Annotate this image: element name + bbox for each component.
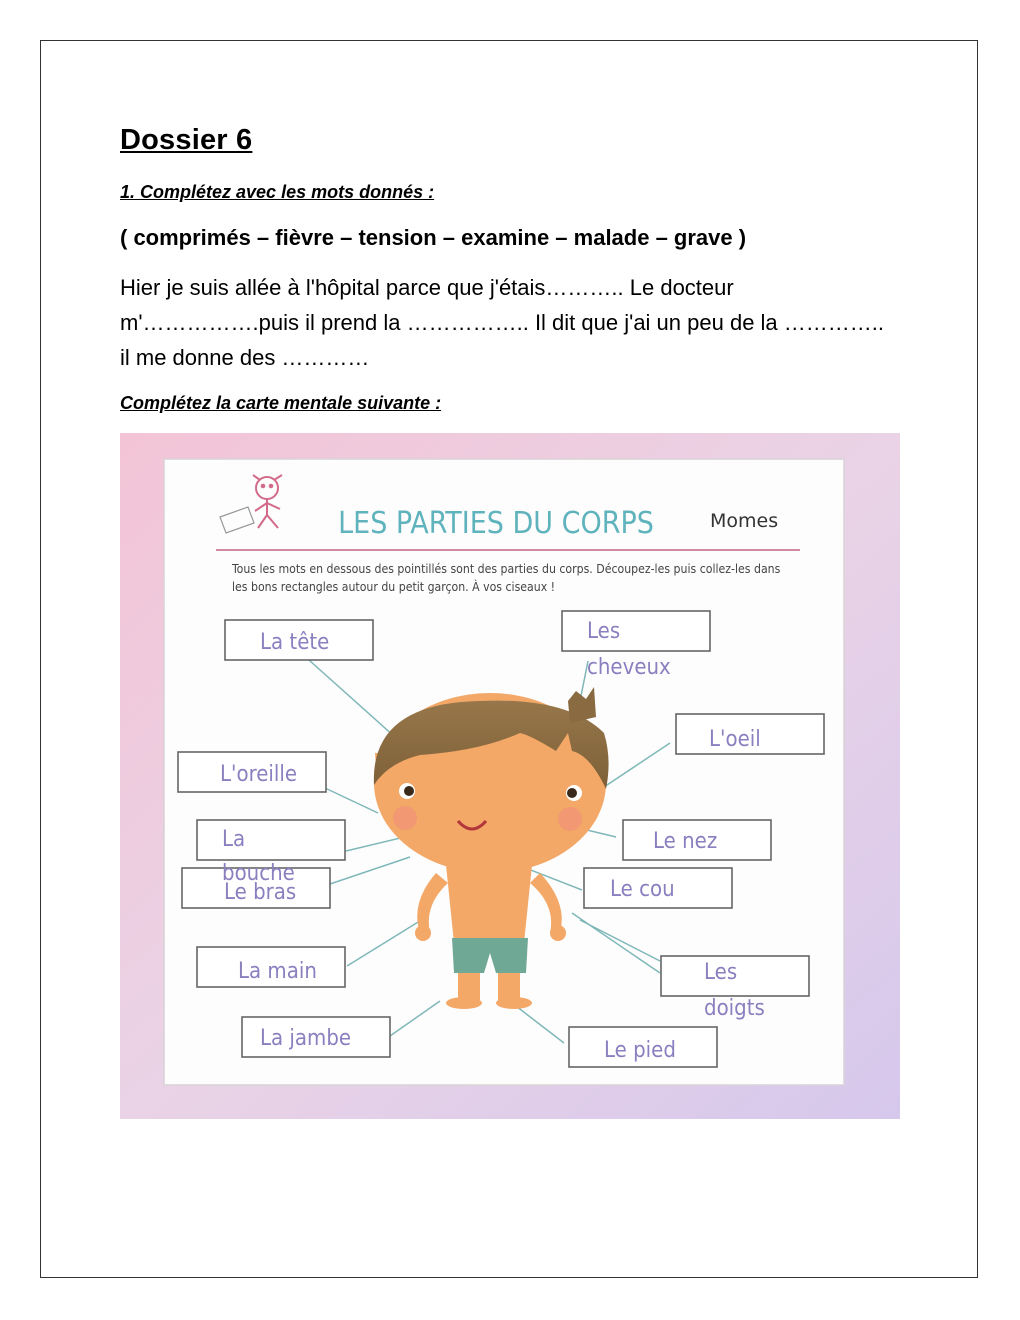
label-cheveux: Les bbox=[587, 619, 621, 644]
momes-logo: Momes bbox=[710, 510, 779, 532]
body-parts-worksheet-image bbox=[120, 433, 900, 1119]
worksheet-instructions-line: les bons rectangles autour du petit garçon. À vos ciseaux ! bbox=[232, 580, 556, 594]
label-bras: Le bras bbox=[224, 880, 297, 905]
exercise1-line: il me donne des ………… bbox=[120, 345, 370, 370]
word-bank: ( comprimés – fièvre – tension – examine – malade – grave ) bbox=[120, 225, 747, 250]
exercise1-instruction: 1. Complétez avec les mots donnés : bbox=[120, 182, 435, 202]
label-doigts: doigts bbox=[704, 996, 765, 1021]
exercise2-instruction: Complétez la carte mentale suivante : bbox=[120, 393, 442, 413]
label-oeil: L'oeil bbox=[709, 727, 761, 752]
label-bouche: La bbox=[222, 827, 246, 852]
exercise1-line: m'…………….puis il prend la …………….. Il dit que j'ai un peu de la ………….. bbox=[120, 310, 884, 335]
exercise1-line: Hier je suis allée à l'hôpital parce que j'étais……….. Le docteur bbox=[120, 275, 734, 300]
label-cou: Le cou bbox=[610, 877, 675, 902]
label-main: La main bbox=[238, 959, 317, 984]
label-bouche: bouche bbox=[222, 861, 295, 886]
worksheet-title: LES PARTIES DU CORPS bbox=[338, 506, 654, 541]
label-cheveux: cheveux bbox=[587, 655, 671, 680]
label-tete: La tête bbox=[260, 630, 330, 655]
exercise1-paragraph bbox=[120, 270, 910, 375]
page-title: Dossier 6 bbox=[120, 124, 253, 156]
label-oreille: L'oreille bbox=[220, 762, 298, 787]
worksheet-instructions-line: Tous les mots en dessous des pointillés sont des parties du corps. Découpez-les puis collez-les dans bbox=[232, 562, 781, 576]
label-pied: Le pied bbox=[604, 1038, 676, 1063]
label-doigts: Les bbox=[704, 960, 738, 985]
label-box-bouche[interactable] bbox=[197, 820, 345, 860]
label-nez: Le nez bbox=[653, 829, 718, 854]
label-jambe: La jambe bbox=[260, 1026, 352, 1051]
label-box-cheveux[interactable] bbox=[562, 611, 710, 651]
